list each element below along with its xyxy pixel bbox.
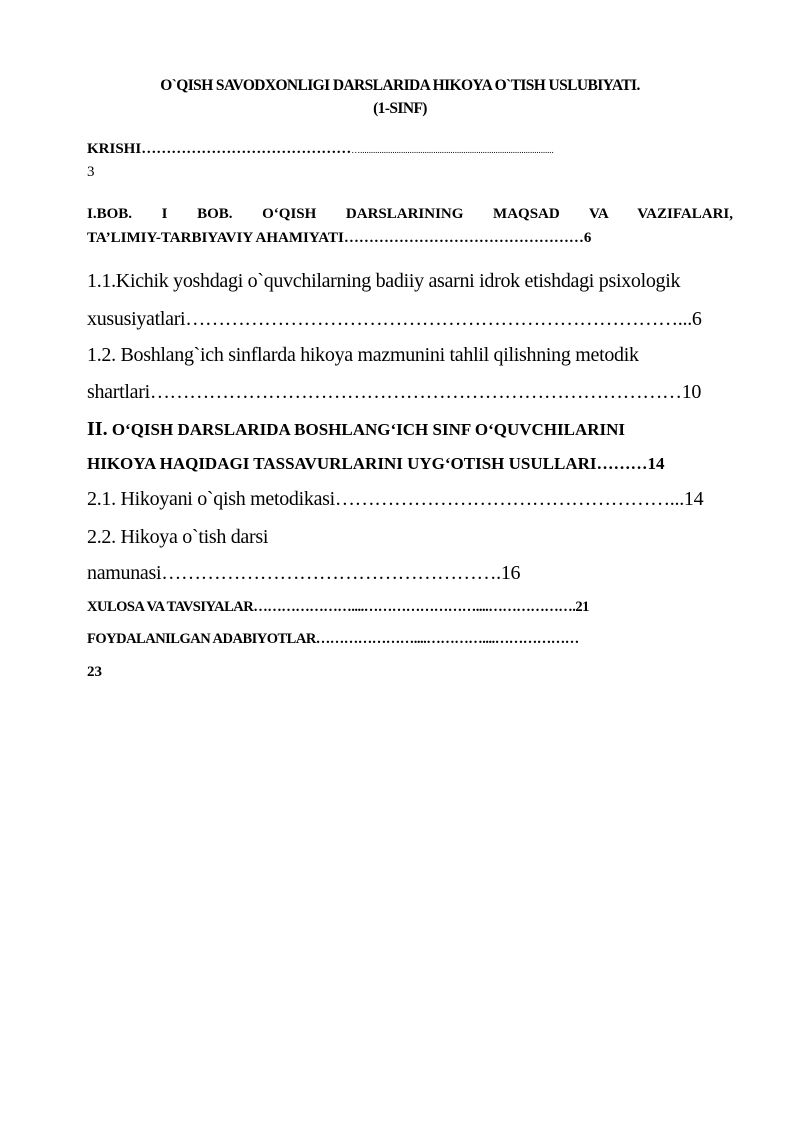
- toc-chapter2-number: II.: [87, 418, 108, 440]
- toc-intro-fine-dots: …..........................................................................................: [351, 145, 554, 155]
- toc-intro-dots: ……………………………………: [141, 141, 352, 157]
- toc-chapter2-subtitle: HIKOYA HAQIDAGI TASSAVURLARINI UYG‘OTISH USULLARI………14: [87, 454, 665, 473]
- toc-chapter2-line1: O‘QISH DARSLARIDA BOSHLANG‘ICH SINF O‘QUVCHILARINI: [111, 420, 626, 439]
- toc-section-2-2: 2.2. Hikoya o`tish darsi: [87, 526, 269, 548]
- toc-section-2-1: 2.1. Hikoyani o`qish metodikasi……………………………………………...14: [87, 488, 704, 510]
- toc-section-1-1: 1.1.Kichik yoshdagi o`quvchilarning badiiy asarni idrok etishdagi psixologik: [87, 270, 681, 292]
- document-subtitle: (1-SINF): [373, 100, 427, 117]
- toc-chapter1-title: I.BOB. I BOB. O‘QISH DARSLARINING MAQSAD VA VAZIFALARI,: [87, 206, 733, 222]
- toc-intro-label: KRISHI: [87, 141, 142, 157]
- toc-chapter1-subtitle: TA’LIMIY-TARBIYAVIY AHAMIYATI…………………………………………6: [87, 230, 592, 246]
- document-title: O`QISH SAVODXONLIGI DARSLARIDA HIKOYA O`TISH USLUBIYATI.: [160, 77, 640, 94]
- toc-section-2-2-cont: namunasi…………………………………………….16: [87, 562, 521, 584]
- toc-section-1-1-cont: xususiyatlari…………………………………………………………………...6: [87, 308, 702, 330]
- toc-section-1-2: 1.2. Boshlang`ich sinflarda hikoya mazmunini tahlil qilishning metodik: [87, 344, 639, 366]
- toc-section-1-2-cont: shartlari………………………………………………………………………10: [87, 381, 702, 403]
- toc-intro-page: 3: [87, 164, 95, 180]
- toc-references: FOYDALANILGAN ADABIYOTLAR…………………....…………....………………: [87, 631, 579, 647]
- toc-conclusion: XULOSA VA TAVSIYALAR…………………....……………………....……………….21: [87, 599, 589, 615]
- toc-intro: [87, 141, 554, 158]
- toc-references-page: 23: [87, 664, 102, 680]
- toc-chapter2-title: [87, 418, 625, 441]
